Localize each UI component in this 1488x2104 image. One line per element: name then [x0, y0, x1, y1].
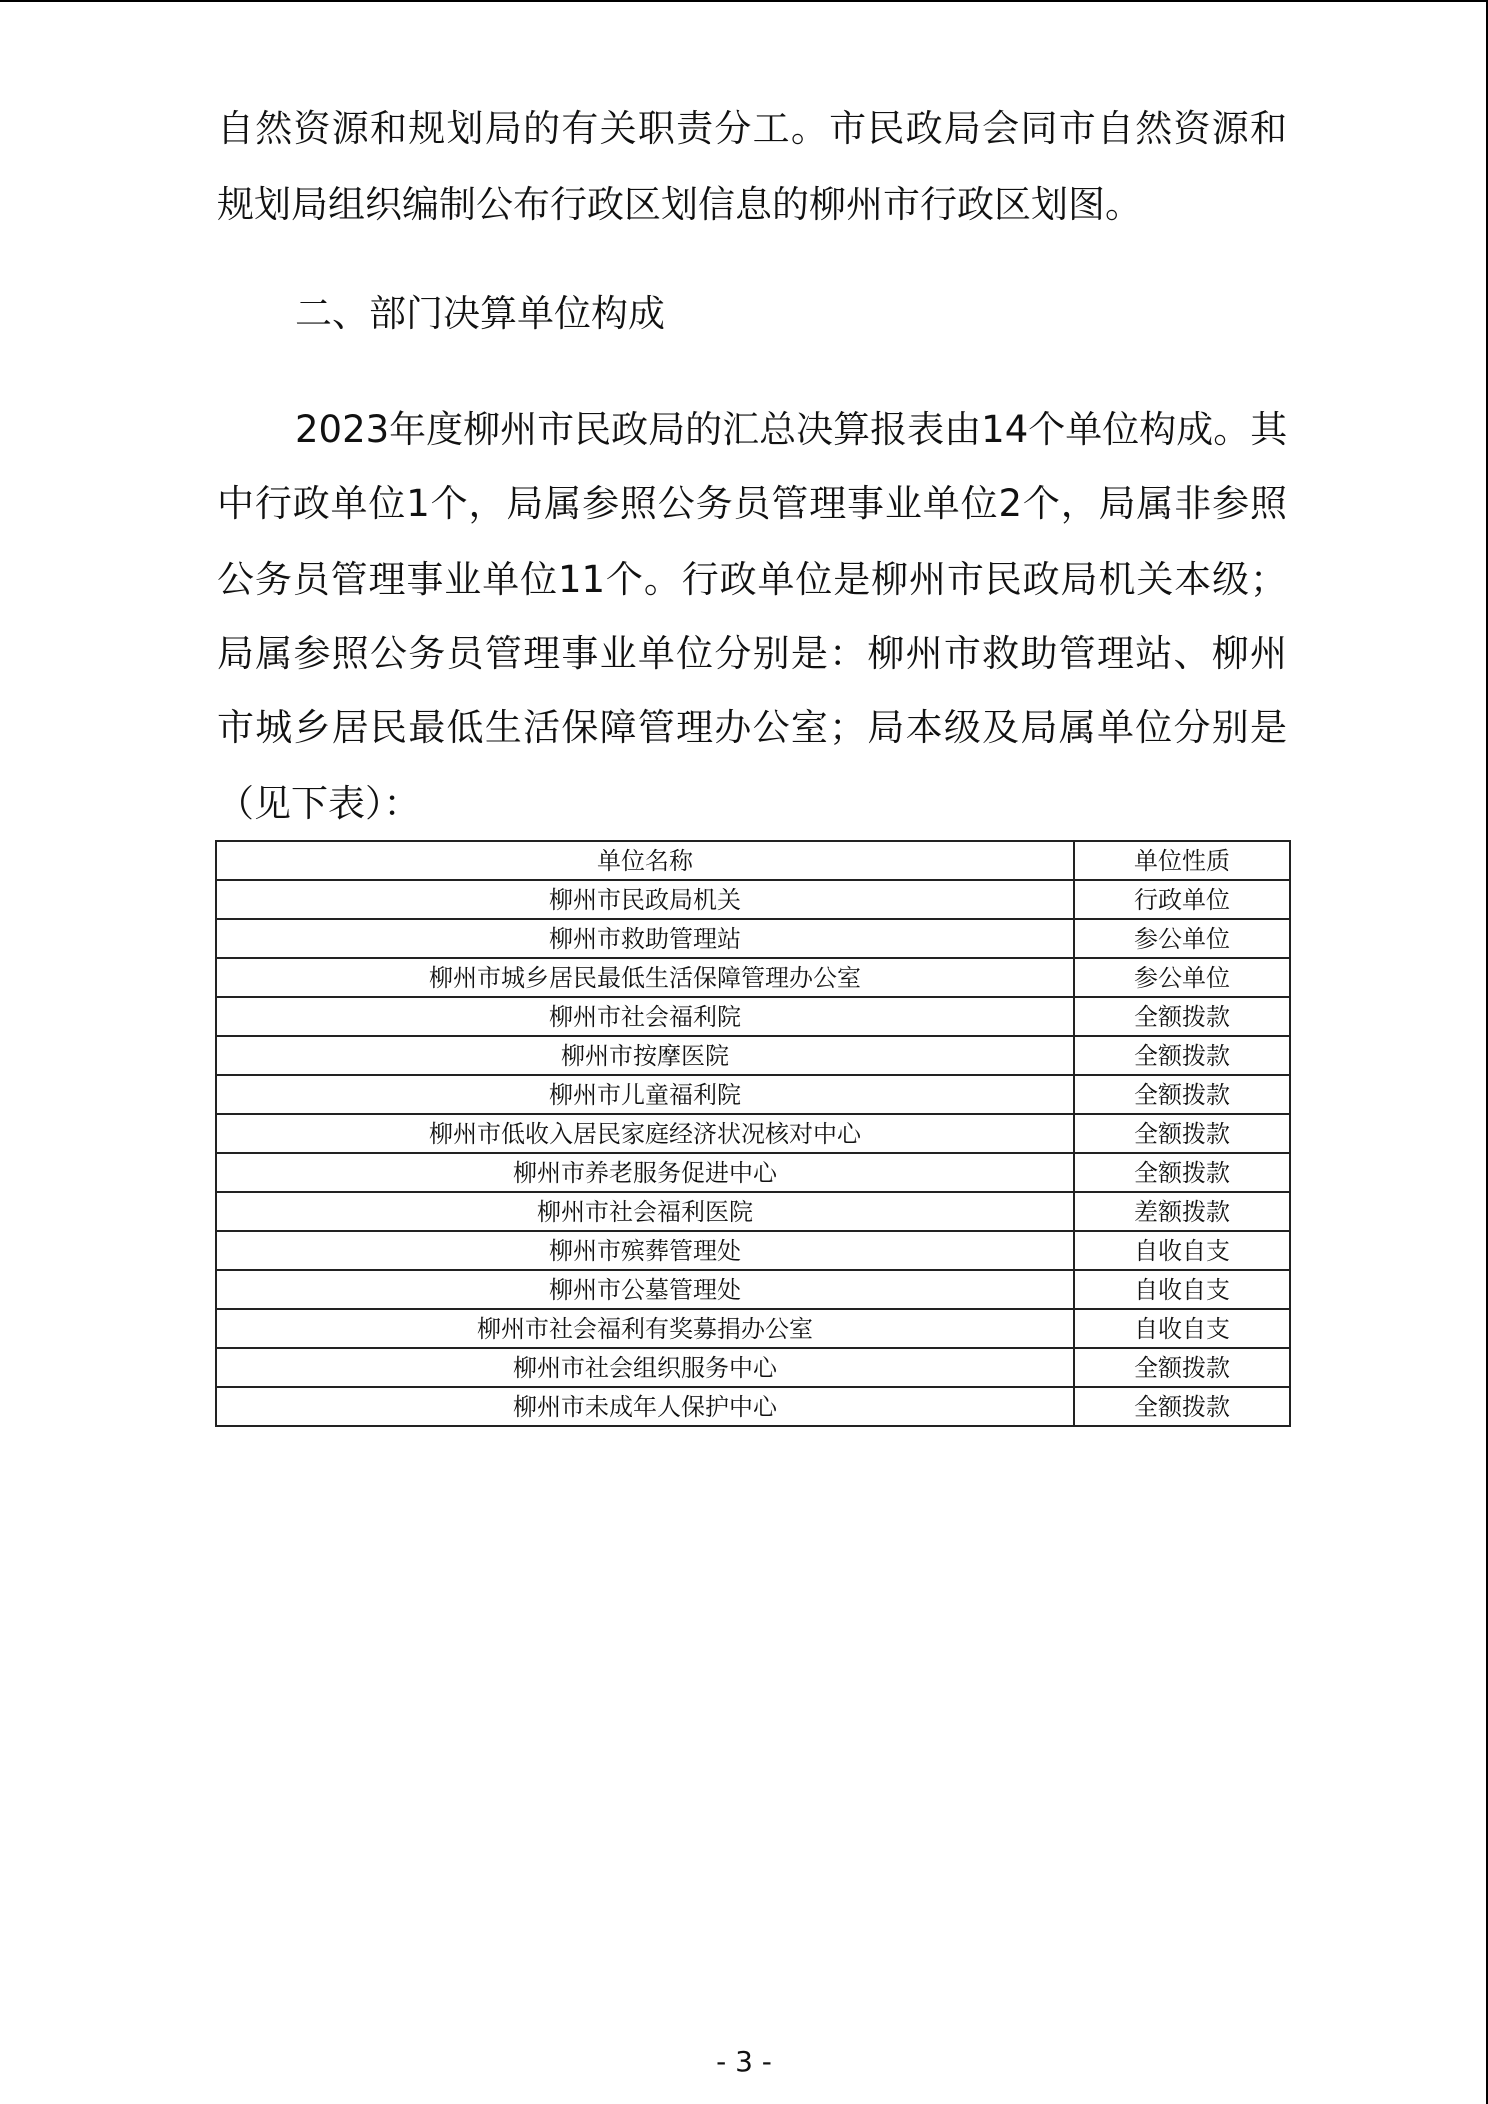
- unit-type-cell: 自收自支: [1074, 1270, 1290, 1309]
- intro-line-1: 自然资源和规划局的有关职责分工。市民政局会同市自然资源和: [217, 107, 1287, 150]
- unit-name-cell: 柳州市养老服务促进中心: [216, 1153, 1074, 1192]
- unit-name-cell: 柳州市公墓管理处: [216, 1270, 1074, 1309]
- table-row: [216, 1387, 1290, 1426]
- table-row: [216, 1348, 1290, 1387]
- unit-type-cell: 差额拨款: [1074, 1192, 1290, 1231]
- page-border-top: [0, 0, 1488, 2]
- unit-type-cell: 自收自支: [1074, 1309, 1290, 1348]
- unit-name-cell: 柳州市儿童福利院: [216, 1075, 1074, 1114]
- unit-type-cell: 自收自支: [1074, 1231, 1290, 1270]
- table-row: [216, 1270, 1290, 1309]
- table-row: [216, 1075, 1290, 1114]
- table-row: [216, 997, 1290, 1036]
- unit-name-cell: 柳州市社会福利医院: [216, 1192, 1074, 1231]
- header-unit-type: 单位性质: [1074, 841, 1290, 880]
- table-row: [216, 1114, 1290, 1153]
- intro-line-2: 规划局组织编制公布行政区划信息的柳州市行政区划图。: [217, 183, 1142, 226]
- unit-name-cell: 柳州市未成年人保护中心: [216, 1387, 1074, 1426]
- unit-name-cell: 柳州市殡葬管理处: [216, 1231, 1074, 1270]
- unit-type-cell: 行政单位: [1074, 880, 1290, 919]
- table-row: [216, 880, 1290, 919]
- body-line-3: 公务员管理事业单位11个。行政单位是柳州市民政局机关本级；: [217, 558, 1287, 601]
- header-unit-name: 单位名称: [216, 841, 1074, 880]
- table-row: [216, 1192, 1290, 1231]
- unit-type-cell: 全额拨款: [1074, 1387, 1290, 1426]
- unit-type-cell: 全额拨款: [1074, 1114, 1290, 1153]
- table-row: [216, 1036, 1290, 1075]
- body-line-4: 局属参照公务员管理事业单位分别是：柳州市救助管理站、柳州: [217, 632, 1287, 675]
- table-row: [216, 958, 1290, 997]
- unit-name-cell: 柳州市按摩医院: [216, 1036, 1074, 1075]
- body-line-1: 2023年度柳州市民政局的汇总决算报表由14个单位构成。其: [295, 408, 1288, 451]
- unit-name-cell: 柳州市社会组织服务中心: [216, 1348, 1074, 1387]
- unit-type-cell: 全额拨款: [1074, 1075, 1290, 1114]
- body-line-2: 中行政单位1个，局属参照公务员管理事业单位2个，局属非参照: [217, 482, 1287, 525]
- table-row: [216, 1153, 1290, 1192]
- section-heading: 二、部门决算单位构成: [295, 292, 665, 335]
- unit-type-cell: 全额拨款: [1074, 997, 1290, 1036]
- unit-type-cell: 全额拨款: [1074, 1153, 1290, 1192]
- body-line-5: 市城乡居民最低生活保障管理办公室；局本级及局属单位分别是: [217, 706, 1287, 749]
- table-row: [216, 1309, 1290, 1348]
- unit-table: [215, 840, 1291, 1427]
- unit-type-cell: 参公单位: [1074, 919, 1290, 958]
- unit-type-cell: 全额拨款: [1074, 1348, 1290, 1387]
- unit-name-cell: 柳州市城乡居民最低生活保障管理办公室: [216, 958, 1074, 997]
- table-row: [216, 1231, 1290, 1270]
- unit-type-cell: 全额拨款: [1074, 1036, 1290, 1075]
- table-row: [216, 919, 1290, 958]
- unit-name-cell: 柳州市社会福利院: [216, 997, 1074, 1036]
- unit-type-cell: 参公单位: [1074, 958, 1290, 997]
- unit-name-cell: 柳州市救助管理站: [216, 919, 1074, 958]
- unit-name-cell: 柳州市社会福利有奖募捐办公室: [216, 1309, 1074, 1348]
- unit-name-cell: 柳州市低收入居民家庭经济状况核对中心: [216, 1114, 1074, 1153]
- body-line-6: （见下表）：: [217, 782, 421, 825]
- table-header-row: [216, 841, 1290, 880]
- page-number: - 3 -: [716, 2045, 772, 2078]
- unit-name-cell: 柳州市民政局机关: [216, 880, 1074, 919]
- table-body: [216, 880, 1290, 1426]
